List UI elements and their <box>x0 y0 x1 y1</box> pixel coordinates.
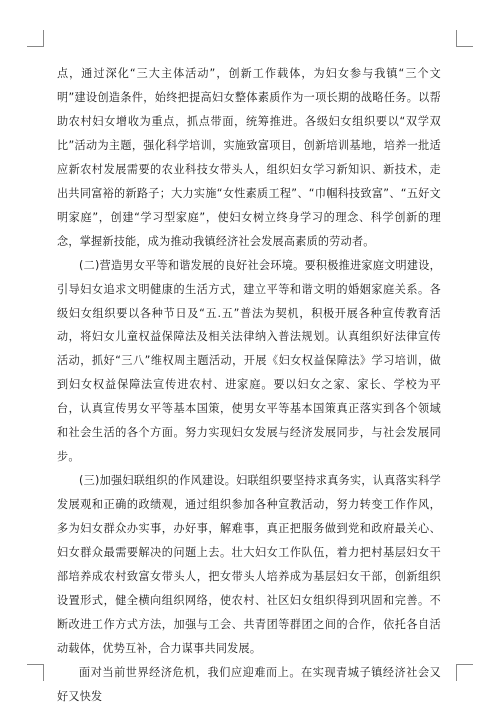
crop-mark-bottom-right <box>456 664 473 681</box>
crop-mark-top-right <box>456 30 473 47</box>
document-body <box>57 62 441 709</box>
crop-mark-top-left <box>27 30 44 47</box>
paragraph-economic-crisis: 面对当前世界经济危机，我们应迎难而上。在实现青城子镇经济社会又好又快发 <box>57 665 441 703</box>
paragraph-equality-environment: (二)营造男女平等和谐发展的良好社会环境。要积极推进家庭文明建设，引导妇女追求文明健康的生活方式，建立平等和谐文明的婚姻家庭关系。各级妇女组织要以各种节日及“五.五”普法为契机，积极开展各种宣传教育活动，将妇女儿童权益保障法及相关法律纳入普法规划。认真组织好法律宣传活动，抓好“三八”维权周主题活动，开展《妇女权益保障法》学习培训，做到妇女权益保障法宣传进农村、进家庭。要以妇女之家、家长、学校为平台，认真宣传男女平等基本国策，使男女平等基本国策真正落实到各个领域和社会生活的各个方面。努力实现妇女发展与经济发展同步，与社会发展同步。 <box>57 258 441 464</box>
paragraph-work-style: (三)加强妇联组织的作风建设。妇联组织要坚持求真务实，认真落实科学发展观和正确的政绩观，通过组织参加各种宣教活动，努力转变工作作风，多为妇女群众办实事，办好事，解难事，真正把服务做到党和政府最关心、妇女群众最需要解决的问题上去。壮大妇女工作队伍，着力把村基层妇女干部培养成农村致富女带头人，把女带头人培养成为基层妇女干部，创新组织设置形式，健全横向组织网络，使农村、社区妇女组织得到巩固和完善。不断改进工作方式方法，加强与工会、共青团等群团之间的合作，依托各自活动载体，优势互补，合力谋事共同发展。 <box>57 474 441 655</box>
paragraph-women-quality: 点，通过深化“三大主体活动”，创新工作载体，为妇女参与我镇“三个文明”建设创造条件，始终把提高妇女整体素质作为一项长期的战略任务。以帮助农村妇女增收为重点，抓点带面，统筹推进。各级妇女组织要以“双学双比”活动为主题，强化科学培训，实施致富项目，创新培训基地，培养一批适应新农村发展需要的农业科技女带头人，组织妇女学习新知识、新技术，走出共同富裕的新路子；大力实施“女性素质工程”、“巾帼科技致富”、“五好文明家庭”，创建“学习型家庭”，使妇女树立终身学习的理念、科学创新的理念，掌握新技能，成为推动我镇经济社会发展高素质的劳动者。 <box>57 67 441 248</box>
crop-mark-bottom-left <box>27 664 44 681</box>
